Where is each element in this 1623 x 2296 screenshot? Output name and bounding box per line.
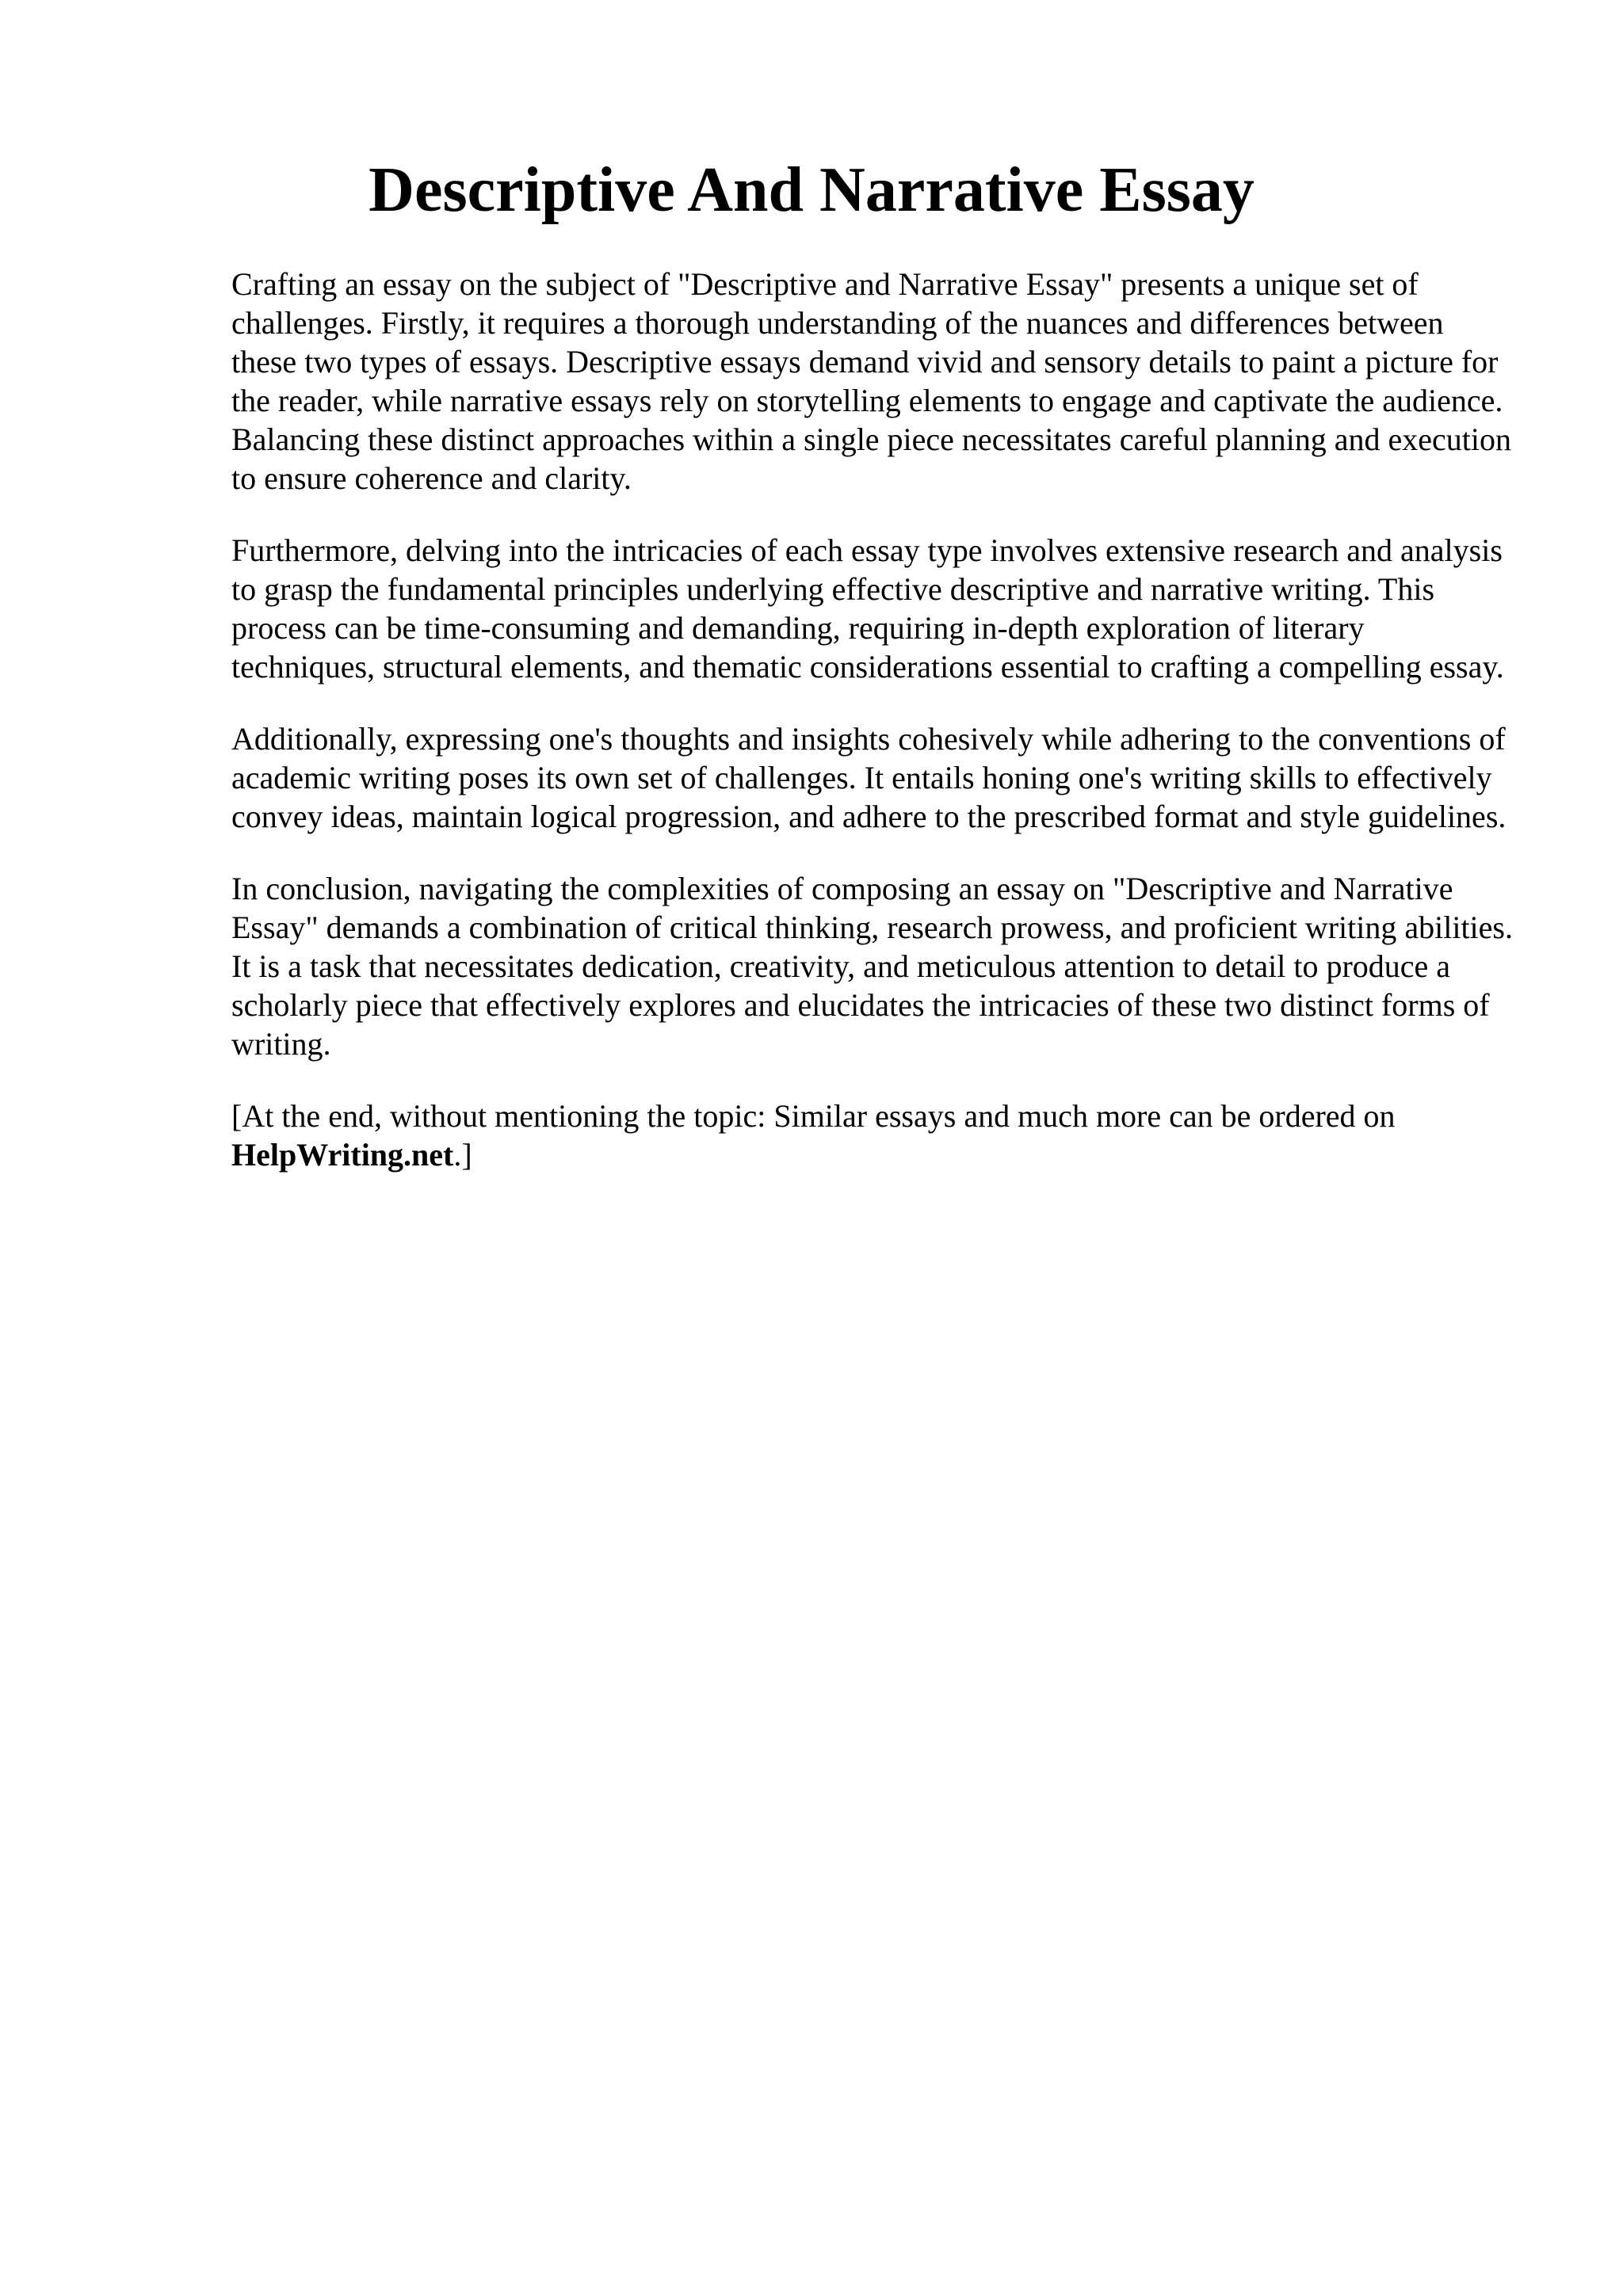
paragraph-2: Furthermore, delving into the intricacies of each essay type involves extensive research and analysis to grasp the fundamental principles underlying effective descriptive and narrative writing. This process can be time-consuming and demanding, requiring in-depth exploration of literary techniques, structural elements, and thematic considerations essential to crafting a compelling essay.: [231, 532, 1504, 685]
document-body: [231, 265, 1515, 1207]
closing-paragraph: [231, 1097, 1515, 1174]
brand-name: HelpWriting.net: [231, 1137, 454, 1173]
paragraph-4: In conclusion, navigating the complexities of composing an essay on "Descriptive and Narrative Essay" demands a combination of critical thinking, research prowess, and proficient writing abilities. It is a task that necessitates dedication, creativity, and meticulous attention to detail to produce a scholarly piece that effectively explores and elucidates the intricacies of these two distinct forms of writing.: [231, 871, 1513, 1062]
paragraph-1: Crafting an essay on the subject of "Descriptive and Narrative Essay" presents a unique set of challenges. Firstly, it requires a thorough understanding of the nuances and differences between these two types of essays. Descriptive essays demand vivid and sensory details to paint a picture for the reader, while narrative essays rely on storytelling elements to engage and captivate the audience. Balancing these distinct approaches within a single piece necessitates careful planning and execution to ensure coherence and clarity.: [231, 266, 1511, 496]
closing-text-prefix: [At the end, without mentioning the topic: Similar essays and much more can be ordered on: [231, 1098, 1396, 1134]
paragraph-3: Additionally, expressing one's thoughts and insights cohesively while adhering to the conventions of academic writing poses its own set of challenges. It entails honing one's writing skills to effectively convey ideas, maintain logical progression, and adhere to the prescribed format and style guidelines.: [231, 721, 1507, 834]
closing-text-suffix: .]: [453, 1137, 472, 1173]
document-title: Descriptive And Narrative Essay: [369, 155, 1254, 225]
